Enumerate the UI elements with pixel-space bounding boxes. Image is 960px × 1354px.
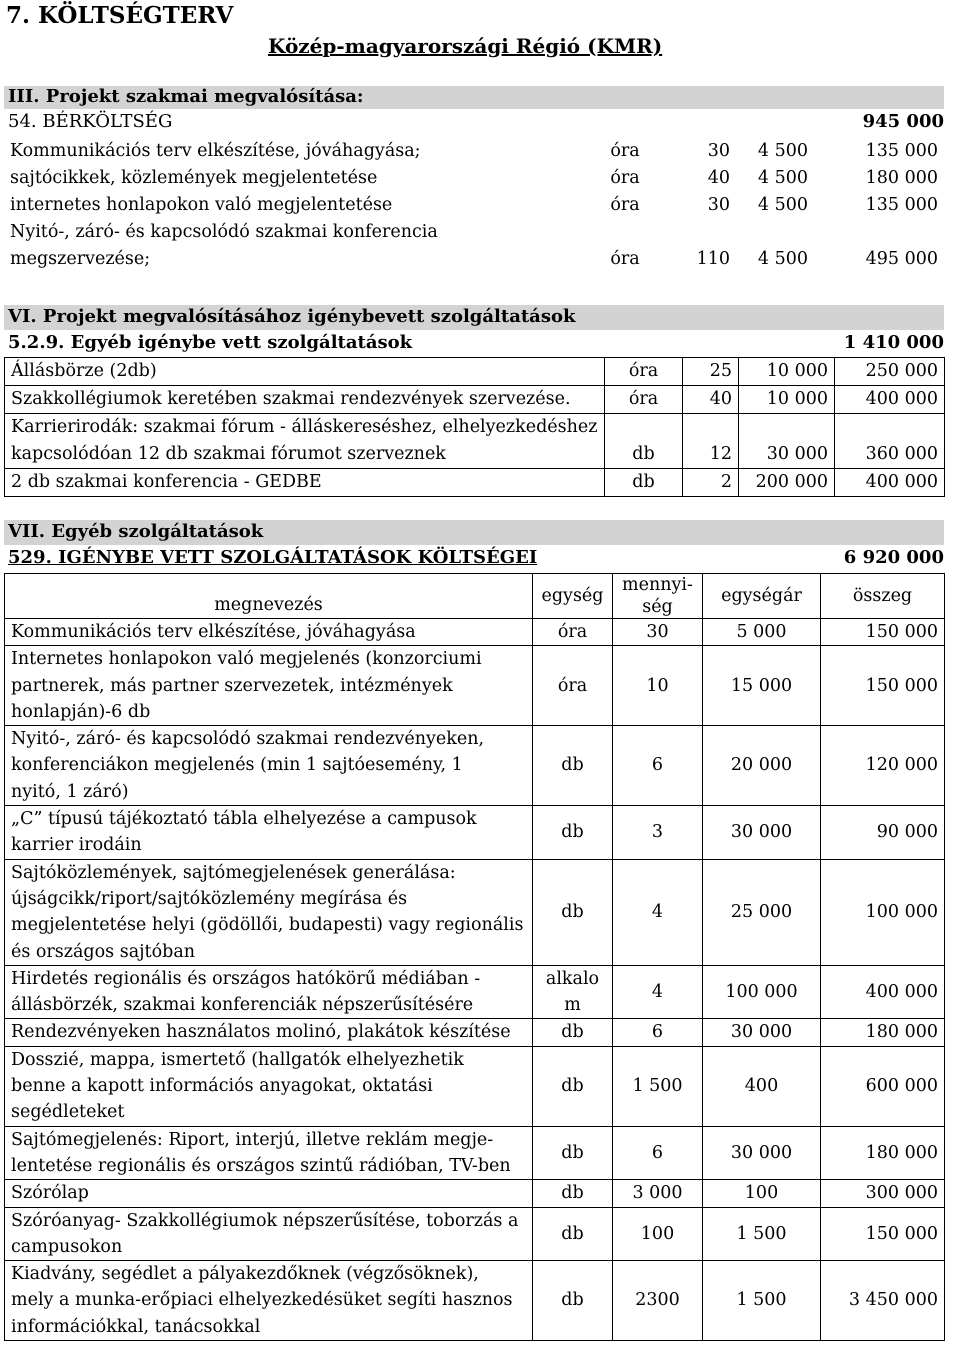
item-total: 180 000 <box>821 1019 945 1046</box>
description-line: karrier irodáin <box>11 835 142 856</box>
item-qty: 100 <box>613 1207 703 1261</box>
table-row <box>5 806 945 860</box>
item-unit <box>533 1019 613 1046</box>
description-line: Sajtóközlemények, sajtómegjelenések generálása: <box>11 862 456 883</box>
item-qty: 40 <box>707 168 730 188</box>
item-qty: 25 <box>683 358 739 386</box>
group-label: 529. IGÉNYBE VETT SZOLGÁLTATÁSOK KÖLTSÉGEI <box>8 547 538 568</box>
item-unit <box>533 1261 613 1341</box>
item-qty: 12 <box>683 414 739 469</box>
item-price: 5 000 <box>703 619 821 646</box>
item-qty: 2300 <box>613 1261 703 1341</box>
item-unit: óra <box>610 168 640 188</box>
item-total: 100 000 <box>821 859 945 965</box>
description-line: Hirdetés regionális és országos hatókörű médiában - <box>11 968 481 989</box>
table-row <box>5 1046 945 1126</box>
item-qty: 30 <box>707 141 730 161</box>
table-row <box>5 726 945 806</box>
item-description <box>5 859 533 965</box>
item-price: 100 <box>703 1180 821 1207</box>
description-line: kapcsolódóan 12 db szakmai fórumot szerveznek <box>11 444 446 464</box>
unit-line: m <box>564 995 581 1016</box>
item-qty: 3 000 <box>613 1180 703 1207</box>
item-description <box>5 414 605 469</box>
description-line: újságcikk/riport/sajtóközlemény megírása és <box>11 888 408 909</box>
description-line: Kommunikációs terv elkészítése, jóváhagyása <box>11 622 416 642</box>
item-price: 30 000 <box>703 1019 821 1046</box>
item-total: 250 000 <box>835 358 945 386</box>
item-unit <box>533 619 613 646</box>
table-row <box>5 619 945 646</box>
item-total: 150 000 <box>821 619 945 646</box>
item-description <box>5 1046 533 1126</box>
item-price: 30 000 <box>703 806 821 860</box>
description-line: információkkal, tanácsokkal <box>11 1316 261 1337</box>
table-row <box>5 414 945 469</box>
item-qty: 6 <box>613 1019 703 1046</box>
header-qty <box>613 574 703 619</box>
description-line: Internetes honlapokon való megjelenés (konzorciumi <box>11 649 482 670</box>
group-label: 54. BÉRKÖLTSÉG <box>8 111 173 132</box>
item-total: 135 000 <box>865 195 938 215</box>
description-line: Karrierirodák: szakmai fórum - álláskereséshez, elhelyezkedéshez <box>11 417 598 437</box>
header-qty-line: mennyi- <box>622 575 693 595</box>
header-qty-line: ség <box>642 597 673 617</box>
item-price: 4 500 <box>757 249 808 269</box>
item-total: 120 000 <box>821 726 945 806</box>
table-row <box>5 1180 945 1207</box>
header-total: összeg <box>821 574 945 619</box>
item-unit <box>533 726 613 806</box>
item-unit: óra <box>610 249 640 269</box>
item-price: 200 000 <box>739 469 835 497</box>
description-line: benne a kapott információs anyagokat, oktatási <box>11 1076 433 1097</box>
item-unit: óra <box>605 358 683 386</box>
description-line: segédleteket <box>11 1102 125 1123</box>
item-unit: óra <box>610 195 640 215</box>
item-total: 90 000 <box>821 806 945 860</box>
description-line: állásbörzék, szakmai konferenciák népszerűsítésére <box>11 995 474 1016</box>
unit-line: db <box>561 902 584 923</box>
item-qty: 2 <box>683 469 739 497</box>
header-name: megnevezés <box>5 574 533 619</box>
description-line: campusokon <box>11 1236 123 1257</box>
item-total: 150 000 <box>821 646 945 726</box>
item-unit <box>533 806 613 860</box>
item-total: 180 000 <box>865 168 938 188</box>
item-unit: db <box>605 414 683 469</box>
table-row <box>5 965 945 1019</box>
description-line: Kiadvány, segédlet a pályakezdőknek (végzősöknek), <box>11 1264 479 1285</box>
item-price: 4 500 <box>757 168 808 188</box>
item-price: 20 000 <box>703 726 821 806</box>
services-group-header <box>8 332 944 353</box>
item-qty: 3 <box>613 806 703 860</box>
item-total: 180 000 <box>821 1126 945 1180</box>
description-line: internetes honlapokon való megjelentetése <box>10 195 393 215</box>
unit-line: db <box>561 1290 584 1311</box>
item-description <box>5 726 533 806</box>
unit-line: db <box>561 1183 584 1204</box>
unit-line: óra <box>557 675 588 696</box>
group-label: 5.2.9. Egyéb igénybe vett szolgáltatások <box>8 332 413 353</box>
item-qty: 30 <box>613 619 703 646</box>
table-row <box>4 219 944 273</box>
item-unit <box>533 1126 613 1180</box>
item-unit: óra <box>610 141 640 161</box>
item-description <box>5 1207 533 1261</box>
item-description <box>5 1180 533 1207</box>
item-qty: 1 500 <box>613 1046 703 1126</box>
item-unit <box>533 1207 613 1261</box>
table-row <box>5 1261 945 1341</box>
table-row <box>4 138 944 165</box>
item-unit <box>533 646 613 726</box>
item-description <box>5 965 533 1019</box>
section-vi-title: VI. Projekt megvalósításához igénybevett szolgáltatások <box>8 306 576 327</box>
description-line: és országos sajtóban <box>11 941 196 962</box>
unit-line: alkalo <box>545 968 600 989</box>
description-line: Állásbörze (2db) <box>11 361 157 381</box>
item-description <box>5 1261 533 1341</box>
description-line: lentetése regionális és országos szintű rádióban, TV-ben <box>11 1155 511 1176</box>
group-amount: 945 000 <box>862 111 944 132</box>
salary-table <box>4 138 944 273</box>
item-unit <box>533 1180 613 1207</box>
item-description <box>5 619 533 646</box>
unit-line: db <box>561 822 584 843</box>
item-price: 30 000 <box>739 414 835 469</box>
header-unit: egység <box>533 574 613 619</box>
description-line: Szórólap <box>11 1183 89 1204</box>
unit-line: db <box>561 1076 584 1097</box>
other-services-table <box>4 573 945 1341</box>
item-total: 360 000 <box>835 414 945 469</box>
item-price: 4 500 <box>757 195 808 215</box>
item-price: 30 000 <box>703 1126 821 1180</box>
item-description <box>5 469 605 497</box>
item-total: 400 000 <box>821 965 945 1019</box>
table-row <box>4 192 944 219</box>
item-unit: db <box>605 469 683 497</box>
description-line: konferenciákon megjelenés (min 1 sajtóesemény, 1 <box>11 755 463 776</box>
group-amount: 1 410 000 <box>843 332 944 353</box>
other-services-group-header <box>8 547 944 568</box>
item-qty: 6 <box>613 1126 703 1180</box>
item-qty: 10 <box>613 646 703 726</box>
item-unit <box>533 965 613 1019</box>
item-description <box>4 219 580 273</box>
item-price: 25 000 <box>703 859 821 965</box>
item-description <box>5 386 605 414</box>
table-row <box>5 1126 945 1180</box>
item-qty: 40 <box>683 386 739 414</box>
item-total: 300 000 <box>821 1180 945 1207</box>
item-price: 100 000 <box>703 965 821 1019</box>
group-amount: 6 920 000 <box>843 547 944 568</box>
unit-line: db <box>561 755 584 776</box>
unit-line: db <box>561 1022 584 1043</box>
description-line: honlapján)-6 db <box>11 701 151 722</box>
item-price: 400 <box>703 1046 821 1126</box>
item-qty: 6 <box>613 726 703 806</box>
header-price: egységár <box>703 574 821 619</box>
item-unit: óra <box>605 386 683 414</box>
table-row <box>5 859 945 965</box>
description-line: megszervezése; <box>10 249 151 269</box>
description-line: Nyitó-, záró- és kapcsolódó szakmai rendezvényeken, <box>11 729 485 750</box>
description-line: Rendezvényeken használatos molinó, plakátok készítése <box>11 1022 511 1043</box>
item-price: 1 500 <box>703 1261 821 1341</box>
description-line: nyitó, 1 záró) <box>11 781 129 802</box>
table-row <box>5 469 945 497</box>
page-heading: 7. KÖLTSÉGTERV <box>6 2 234 29</box>
item-qty: 4 <box>613 859 703 965</box>
description-line: Sajtómegjelenés: Riport, interjú, illetve reklám megje- <box>11 1129 494 1150</box>
item-price: 15 000 <box>703 646 821 726</box>
item-description <box>5 646 533 726</box>
description-line: Nyitó-, záró- és kapcsolódó szakmai konferencia <box>10 222 438 242</box>
table-row <box>5 1207 945 1261</box>
unit-line: db <box>561 1223 584 1244</box>
description-line: Szakkollégiumok keretében szakmai rendezvények szervezése. <box>11 389 571 409</box>
description-line: mely a munka-erőpiaci elhelyezkedésüket segíti hasznos <box>11 1290 513 1311</box>
description-line: Szóróanyag- Szakkollégiumok népszerűsítése, toborzás a <box>11 1210 519 1231</box>
item-description <box>5 806 533 860</box>
table-row <box>5 358 945 386</box>
description-line: Dosszié, mappa, ismertető (hallgatók elhelyezhetik <box>11 1049 464 1070</box>
item-price: 4 500 <box>757 141 808 161</box>
description-line: „C” típusú tájékoztató tábla elhelyezése a campusok <box>11 809 477 830</box>
item-description <box>5 1126 533 1180</box>
item-unit <box>533 1046 613 1126</box>
salary-group-header <box>8 111 944 132</box>
item-qty: 30 <box>707 195 730 215</box>
services-table <box>4 357 945 497</box>
item-total: 495 000 <box>865 249 938 269</box>
item-total: 600 000 <box>821 1046 945 1126</box>
table-row <box>4 165 944 192</box>
table-row <box>5 646 945 726</box>
region-title: Közép-magyarországi Régió (KMR) <box>268 34 663 58</box>
description-line: megjelentetése helyi (gödöllői, budapesti) vagy regionális <box>11 915 524 936</box>
description-line: Kommunikációs terv elkészítése, jóváhagyása; <box>10 141 421 161</box>
table-row <box>5 1019 945 1046</box>
item-description <box>5 358 605 386</box>
item-description <box>4 138 580 165</box>
section-iii-title: III. Projekt szakmai megvalósítása: <box>8 86 364 107</box>
item-unit <box>533 859 613 965</box>
section-vii-title: VII. Egyéb szolgáltatások <box>8 521 264 542</box>
item-total: 150 000 <box>821 1207 945 1261</box>
item-description <box>4 165 580 192</box>
item-total: 400 000 <box>835 469 945 497</box>
item-total: 3 450 000 <box>821 1261 945 1341</box>
item-price: 10 000 <box>739 386 835 414</box>
unit-line: db <box>561 1142 584 1163</box>
table-header-row <box>5 574 945 619</box>
unit-line: óra <box>557 622 588 642</box>
description-line: sajtócikkek, közlemények megjelentetése <box>10 168 378 188</box>
description-line: 2 db szakmai konferencia - GEDBE <box>11 472 322 492</box>
item-qty: 110 <box>696 249 730 269</box>
item-total: 135 000 <box>865 141 938 161</box>
item-price: 10 000 <box>739 358 835 386</box>
item-description <box>4 192 580 219</box>
item-total: 400 000 <box>835 386 945 414</box>
item-price: 1 500 <box>703 1207 821 1261</box>
description-line: partnerek, más partner szervezetek, intézmények <box>11 675 453 696</box>
table-row <box>5 386 945 414</box>
item-qty: 4 <box>613 965 703 1019</box>
item-description <box>5 1019 533 1046</box>
